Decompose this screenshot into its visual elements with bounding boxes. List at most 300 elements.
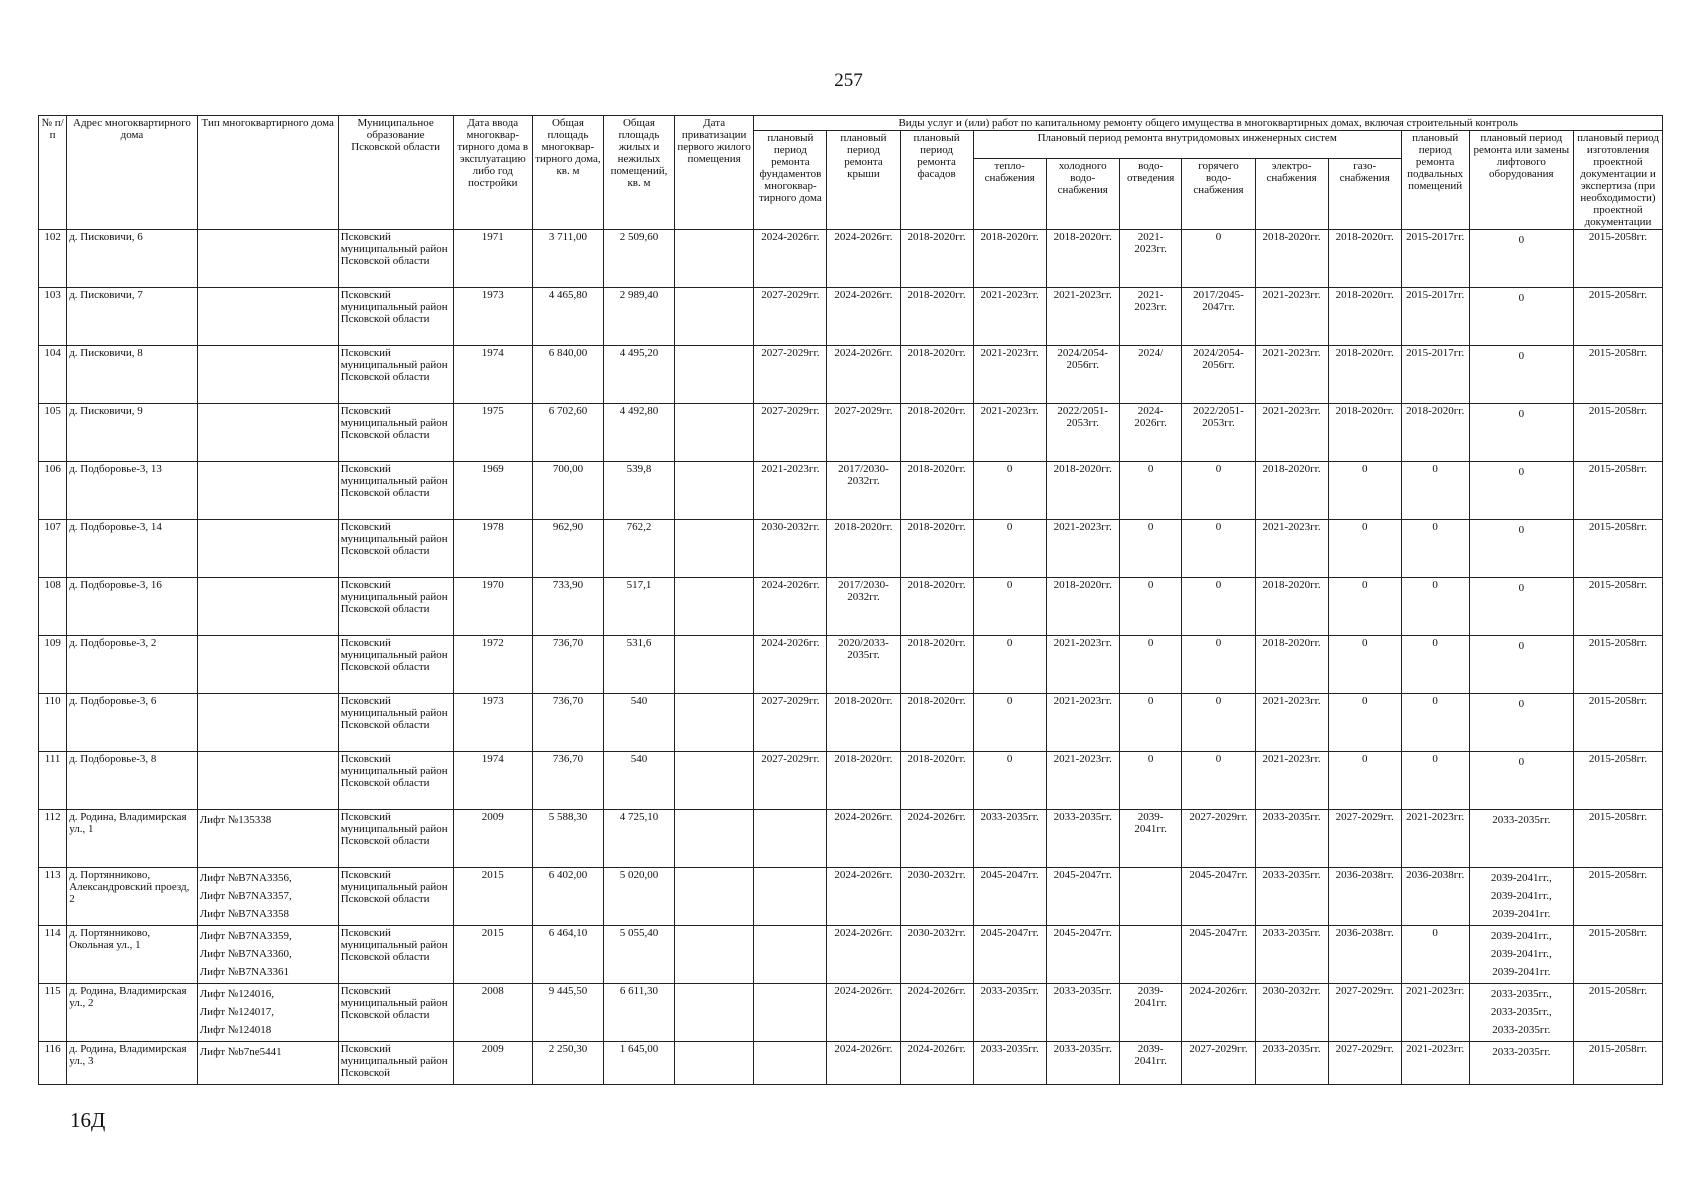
cell-privatization [674,636,753,694]
cell-address: д. Подборовье-3, 16 [67,578,198,636]
cell-electric: 2033-2035гг. [1255,926,1328,984]
cell-electric: 2021-2023гг. [1255,752,1328,810]
table-row [39,288,1663,346]
cell-facade: 2018-2020гг. [900,346,973,404]
cell-type [197,1042,338,1085]
cell-cold-water: 2021-2023гг. [1046,694,1119,752]
cell-elevator-line: 2039-2041гг. [1492,966,1551,978]
cell-basement: 2036-2038гг. [1401,868,1469,926]
cell-type [197,752,338,810]
cell-elevator-line: 0 [1518,756,1525,768]
cell-design-docs: 2015-2058гг. [1574,462,1663,520]
cell-basement: 0 [1401,694,1469,752]
cell-gas: 2018-2020гг. [1328,346,1401,404]
cell-foundation [754,984,827,1042]
cell-municipality: Псковский муниципальный район Псковской области [338,810,453,868]
cell-elevator-line: 2033-2035гг., [1490,988,1552,1000]
cell-address: д. Родина, Владимирская ул., 3 [67,1042,198,1085]
cell-elevator-line: 2039-2041гг., [1490,930,1552,942]
header-commissioning: Дата ввода многоквар-тирного дома в эксплуатацию либо год постройки [453,116,532,230]
cell-heat: 0 [973,578,1046,636]
header-municipality: Муниципальное образование Псковской области [338,116,453,230]
header-facade: плановый период ремонта фасадов [900,131,973,230]
cell-year: 1975 [453,404,532,462]
cell-type-line: Лифт №124016, [199,988,274,1000]
cell-total-area: 733,90 [532,578,603,636]
cell-elevator-line: 2039-2041гг., [1490,872,1552,884]
cell-type [197,984,338,1042]
cell-sewer: 0 [1119,578,1182,636]
cell-electric: 2033-2035гг. [1255,868,1328,926]
cell-year: 1973 [453,694,532,752]
cell-type-line: Лифт №B7NA3359, [199,930,292,942]
header-total-area: Общая площадь многоквар-тирного дома, кв. м [532,116,603,230]
cell-year: 1971 [453,230,532,288]
cell-address: д. Подборовье-3, 2 [67,636,198,694]
cell-gas: 0 [1328,462,1401,520]
cell-cold-water: 2024/2054-2056гг. [1046,346,1119,404]
table-row [39,346,1663,404]
cell-basement: 2015-2017гг. [1401,230,1469,288]
header-living-area: Общая площадь жилых и нежилых помещений, кв. м [603,116,674,230]
cell-type [197,230,338,288]
cell-type-line: Лифт №B7NA3360, [199,948,292,960]
header-design-docs: плановый период изготовления проектной документации и экспертиза (при необходимости) проектной документации [1574,131,1663,230]
cell-heat: 2033-2035гг. [973,1042,1046,1085]
cell-heat: 2021-2023гг. [973,404,1046,462]
cell-year: 1972 [453,636,532,694]
cell-municipality: Псковский муниципальный район Псковской области [338,230,453,288]
cell-address: д. Подборовье-3, 14 [67,520,198,578]
cell-facade: 2030-2032гг. [900,868,973,926]
cell-gas: 2018-2020гг. [1328,288,1401,346]
cell-heat: 2021-2023гг. [973,288,1046,346]
cell-elevator-line: 2033-2035гг. [1492,814,1551,826]
cell-privatization [674,984,753,1042]
cell-foundation [754,810,827,868]
cell-facade: 2018-2020гг. [900,752,973,810]
cell-electric: 2018-2020гг. [1255,230,1328,288]
cell-num: 113 [39,868,67,926]
cell-type [197,694,338,752]
cell-electric: 2021-2023гг. [1255,520,1328,578]
cell-design-docs: 2015-2058гг. [1574,230,1663,288]
cell-municipality: Псковский муниципальный район Псковской области [338,288,453,346]
cell-privatization [674,868,753,926]
header-foundation: плановый период ремонта фундаментов многоквар-тирного дома [754,131,827,230]
cell-elevator [1469,404,1573,462]
cell-hot-water: 2027-2029гг. [1182,810,1255,868]
cell-privatization [674,694,753,752]
cell-basement: 2021-2023гг. [1401,984,1469,1042]
cell-electric: 2021-2023гг. [1255,404,1328,462]
cell-living-area: 1 645,00 [603,1042,674,1085]
cell-year: 1974 [453,752,532,810]
cell-heat: 0 [973,636,1046,694]
cell-elevator [1469,694,1573,752]
cell-year: 2015 [453,926,532,984]
cell-elevator [1469,636,1573,694]
cell-num: 102 [39,230,67,288]
cell-roof: 2018-2020гг. [827,694,900,752]
cell-roof: 2020/2033-2035гг. [827,636,900,694]
cell-hot-water: 2024-2026гг. [1182,984,1255,1042]
cell-privatization [674,404,753,462]
cell-elevator-line: 0 [1518,408,1525,420]
cell-privatization [674,230,753,288]
header-address: Адрес многоквартирного дома [67,116,198,230]
cell-facade: 2024-2026гг. [900,1042,973,1085]
cell-total-area: 700,00 [532,462,603,520]
cell-municipality: Псковский муниципальный район Псковской области [338,636,453,694]
cell-total-area: 6 702,60 [532,404,603,462]
cell-hot-water: 0 [1182,578,1255,636]
cell-municipality: Псковский муниципальный район Псковской области [338,868,453,926]
cell-foundation: 2027-2029гг. [754,404,827,462]
cell-foundation: 2027-2029гг. [754,752,827,810]
cell-hot-water: 2022/2051-2053гг. [1182,404,1255,462]
cell-cold-water: 2022/2051-2053гг. [1046,404,1119,462]
cell-facade: 2018-2020гг. [900,520,973,578]
cell-elevator-line: 0 [1518,640,1525,652]
cell-municipality: Псковский муниципальный район Псковской области [338,694,453,752]
cell-type-line: Лифт №b7ne5441 [199,1046,282,1058]
cell-heat: 0 [973,520,1046,578]
header-num: № п/п [39,116,67,230]
cell-roof: 2024-2026гг. [827,230,900,288]
cell-total-area: 736,70 [532,636,603,694]
cell-basement: 2021-2023гг. [1401,1042,1469,1085]
cell-basement: 2015-2017гг. [1401,346,1469,404]
cell-type-line: Лифт №135338 [199,814,272,826]
capital-repair-table [38,115,1663,1085]
cell-design-docs: 2015-2058гг. [1574,694,1663,752]
header-elevator: плановый период ремонта или замены лифтового оборудования [1469,131,1573,230]
cell-roof: 2024-2026гг. [827,288,900,346]
cell-heat: 2033-2035гг. [973,810,1046,868]
table-row [39,1042,1663,1085]
cell-elevator-line: 2033-2035гг. [1492,1024,1551,1036]
cell-elevator-line: 0 [1518,350,1525,362]
cell-living-area: 540 [603,752,674,810]
cell-privatization [674,288,753,346]
cell-foundation: 2027-2029гг. [754,346,827,404]
cell-elevator [1469,230,1573,288]
table-row [39,230,1663,288]
cell-basement: 2018-2020гг. [1401,404,1469,462]
cell-hot-water: 0 [1182,230,1255,288]
cell-sewer: 2039-2041гг. [1119,810,1182,868]
cell-facade: 2024-2026гг. [900,810,973,868]
cell-design-docs: 2015-2058гг. [1574,636,1663,694]
cell-address: д. Писковичи, 9 [67,404,198,462]
header-hot-water: горячего водо-снабжения [1182,158,1255,230]
table-row [39,752,1663,810]
cell-cold-water: 2045-2047гг. [1046,868,1119,926]
cell-cold-water: 2021-2023гг. [1046,288,1119,346]
table-row [39,810,1663,868]
cell-address: д. Писковичи, 7 [67,288,198,346]
cell-total-area: 736,70 [532,752,603,810]
cell-municipality: Псковский муниципальный район Псковской области [338,462,453,520]
cell-roof: 2024-2026гг. [827,984,900,1042]
cell-living-area: 762,2 [603,520,674,578]
cell-total-area: 6 840,00 [532,346,603,404]
cell-elevator-line: 0 [1518,234,1525,246]
header-basement: плановый период ремонта подвальных помещений [1401,131,1469,230]
cell-elevator-line: 0 [1518,524,1525,536]
cell-year: 2009 [453,1042,532,1085]
cell-cold-water: 2021-2023гг. [1046,636,1119,694]
cell-heat: 2018-2020гг. [973,230,1046,288]
cell-facade: 2018-2020гг. [900,230,973,288]
cell-heat: 0 [973,752,1046,810]
cell-living-area: 6 611,30 [603,984,674,1042]
cell-roof: 2024-2026гг. [827,926,900,984]
cell-elevator-line: 0 [1518,582,1525,594]
cell-living-area: 5 055,40 [603,926,674,984]
cell-sewer: 2024-2026гг. [1119,404,1182,462]
cell-type-line: Лифт №124018 [199,1024,272,1036]
cell-type [197,868,338,926]
header-cold-water: холодного водо-снабжения [1046,158,1119,230]
cell-design-docs: 2015-2058гг. [1574,810,1663,868]
cell-roof: 2024-2026гг. [827,1042,900,1085]
table-row [39,462,1663,520]
cell-living-area: 2 509,60 [603,230,674,288]
cell-type-line: Лифт №B7NA3361 [199,966,289,978]
cell-sewer: 0 [1119,520,1182,578]
cell-num: 111 [39,752,67,810]
cell-year: 1973 [453,288,532,346]
cell-type [197,926,338,984]
cell-elevator-line: 2039-2041гг., [1490,948,1552,960]
cell-hot-water: 2024/2054-2056гг. [1182,346,1255,404]
cell-foundation: 2024-2026гг. [754,578,827,636]
table-row [39,868,1663,926]
cell-roof: 2027-2029гг. [827,404,900,462]
cell-elevator [1469,346,1573,404]
cell-basement: 0 [1401,636,1469,694]
cell-num: 112 [39,810,67,868]
cell-facade: 2018-2020гг. [900,288,973,346]
cell-basement: 0 [1401,752,1469,810]
cell-total-area: 962,90 [532,520,603,578]
cell-cold-water: 2045-2047гг. [1046,926,1119,984]
cell-heat: 2033-2035гг. [973,984,1046,1042]
cell-facade: 2018-2020гг. [900,636,973,694]
cell-roof: 2024-2026гг. [827,346,900,404]
cell-elevator [1469,810,1573,868]
cell-total-area: 2 250,30 [532,1042,603,1085]
header-heat: тепло-снабжения [973,158,1046,230]
cell-num: 103 [39,288,67,346]
cell-sewer: 2021-2023гг. [1119,230,1182,288]
cell-foundation: 2024-2026гг. [754,636,827,694]
cell-num: 114 [39,926,67,984]
cell-roof: 2024-2026гг. [827,868,900,926]
table-row [39,578,1663,636]
cell-design-docs: 2015-2058гг. [1574,520,1663,578]
cell-cold-water: 2018-2020гг. [1046,578,1119,636]
cell-year: 1970 [453,578,532,636]
table-row [39,404,1663,462]
cell-roof: 2018-2020гг. [827,520,900,578]
cell-design-docs: 2015-2058гг. [1574,288,1663,346]
cell-gas: 0 [1328,694,1401,752]
cell-type-line: Лифт №B7NA3357, [199,890,292,902]
header-gas: газо-снабжения [1328,158,1401,230]
cell-type [197,578,338,636]
cell-gas: 0 [1328,752,1401,810]
cell-year: 2015 [453,868,532,926]
cell-heat: 2045-2047гг. [973,926,1046,984]
cell-num: 108 [39,578,67,636]
cell-roof: 2024-2026гг. [827,810,900,868]
cell-type [197,346,338,404]
cell-sewer: 0 [1119,752,1182,810]
cell-municipality: Псковский муниципальный район Псковской области [338,404,453,462]
cell-foundation: 2027-2029гг. [754,694,827,752]
cell-design-docs: 2015-2058гг. [1574,578,1663,636]
cell-foundation [754,1042,827,1085]
cell-design-docs: 2015-2058гг. [1574,926,1663,984]
cell-cold-water: 2021-2023гг. [1046,752,1119,810]
cell-cold-water: 2033-2035гг. [1046,810,1119,868]
cell-facade: 2024-2026гг. [900,984,973,1042]
cell-living-area: 540 [603,694,674,752]
cell-elevator-line: 2033-2035гг., [1490,1006,1552,1018]
cell-privatization [674,346,753,404]
cell-total-area: 736,70 [532,694,603,752]
cell-privatization [674,520,753,578]
cell-elevator-line: 0 [1518,466,1525,478]
header-engineering-group: Плановый период ремонта внутридомовых инженерных систем [973,131,1401,159]
cell-gas: 2018-2020гг. [1328,230,1401,288]
cell-living-area: 531,6 [603,636,674,694]
cell-cold-water: 2018-2020гг. [1046,230,1119,288]
cell-electric: 2021-2023гг. [1255,288,1328,346]
cell-basement: 0 [1401,578,1469,636]
cell-elevator [1469,752,1573,810]
table-row [39,636,1663,694]
cell-gas: 2027-2029гг. [1328,1042,1401,1085]
cell-sewer: 0 [1119,694,1182,752]
cell-living-area: 4 495,20 [603,346,674,404]
cell-privatization [674,462,753,520]
cell-electric: 2033-2035гг. [1255,810,1328,868]
cell-electric: 2021-2023гг. [1255,694,1328,752]
cell-total-area: 6 464,10 [532,926,603,984]
cell-hot-water: 0 [1182,520,1255,578]
cell-address: д. Подборовье-3, 13 [67,462,198,520]
cell-num: 105 [39,404,67,462]
cell-type [197,636,338,694]
table-row [39,520,1663,578]
cell-sewer [1119,926,1182,984]
cell-design-docs: 2015-2058гг. [1574,346,1663,404]
cell-elevator-line: 2033-2035гг. [1492,1046,1551,1058]
cell-privatization [674,1042,753,1085]
cell-design-docs: 2015-2058гг. [1574,752,1663,810]
cell-gas: 0 [1328,578,1401,636]
cell-roof: 2017/2030-2032гг. [827,578,900,636]
cell-year: 2008 [453,984,532,1042]
cell-sewer: 2039-2041гг. [1119,1042,1182,1085]
cell-hot-water: 2027-2029гг. [1182,1042,1255,1085]
header-type: Тип многоквартирного дома [197,116,338,230]
cell-num: 115 [39,984,67,1042]
cell-heat: 0 [973,694,1046,752]
cell-electric: 2030-2032гг. [1255,984,1328,1042]
cell-elevator [1469,984,1573,1042]
cell-facade: 2018-2020гг. [900,694,973,752]
cell-gas: 2018-2020гг. [1328,404,1401,462]
cell-living-area: 2 989,40 [603,288,674,346]
cell-elevator-line: 2039-2041гг. [1492,908,1551,920]
cell-basement: 0 [1401,520,1469,578]
header-sewer: водо-отведения [1119,158,1182,230]
table-row [39,926,1663,984]
cell-year: 1974 [453,346,532,404]
cell-municipality: Псковский муниципальный район Псковской области [338,984,453,1042]
cell-num: 110 [39,694,67,752]
cell-facade: 2018-2020гг. [900,404,973,462]
cell-num: 109 [39,636,67,694]
cell-total-area: 9 445,50 [532,984,603,1042]
cell-hot-water: 0 [1182,462,1255,520]
table-row [39,694,1663,752]
cell-num: 107 [39,520,67,578]
cell-hot-water: 0 [1182,694,1255,752]
cell-living-area: 4 725,10 [603,810,674,868]
cell-gas: 2027-2029гг. [1328,810,1401,868]
footer-code: 16Д [70,1108,106,1132]
cell-privatization [674,810,753,868]
cell-type-line: Лифт №B7NA3356, [199,872,292,884]
cell-foundation [754,868,827,926]
cell-address: д. Родина, Владимирская ул., 1 [67,810,198,868]
cell-num: 106 [39,462,67,520]
cell-num: 104 [39,346,67,404]
cell-hot-water: 2017/2045-2047гг. [1182,288,1255,346]
cell-hot-water: 2045-2047гг. [1182,868,1255,926]
cell-foundation: 2021-2023гг. [754,462,827,520]
cell-municipality: Псковский муниципальный район Псковской области [338,520,453,578]
cell-total-area: 6 402,00 [532,868,603,926]
cell-hot-water: 0 [1182,636,1255,694]
cell-heat: 2021-2023гг. [973,346,1046,404]
cell-type-line: Лифт №124017, [199,1006,274,1018]
cell-num: 116 [39,1042,67,1085]
cell-basement: 0 [1401,462,1469,520]
cell-type [197,810,338,868]
cell-design-docs: 2015-2058гг. [1574,868,1663,926]
cell-electric: 2018-2020гг. [1255,462,1328,520]
cell-total-area: 5 588,30 [532,810,603,868]
cell-living-area: 5 020,00 [603,868,674,926]
cell-elevator-line: 0 [1518,698,1525,710]
cell-basement: 2015-2017гг. [1401,288,1469,346]
cell-heat: 0 [973,462,1046,520]
cell-total-area: 4 465,80 [532,288,603,346]
cell-municipality: Псковский муниципальный район Псковской области [338,578,453,636]
cell-gas: 2036-2038гг. [1328,868,1401,926]
cell-address: д. Подборовье-3, 8 [67,752,198,810]
cell-cold-water: 2033-2035гг. [1046,1042,1119,1085]
cell-sewer: 2021-2023гг. [1119,288,1182,346]
cell-sewer [1119,868,1182,926]
